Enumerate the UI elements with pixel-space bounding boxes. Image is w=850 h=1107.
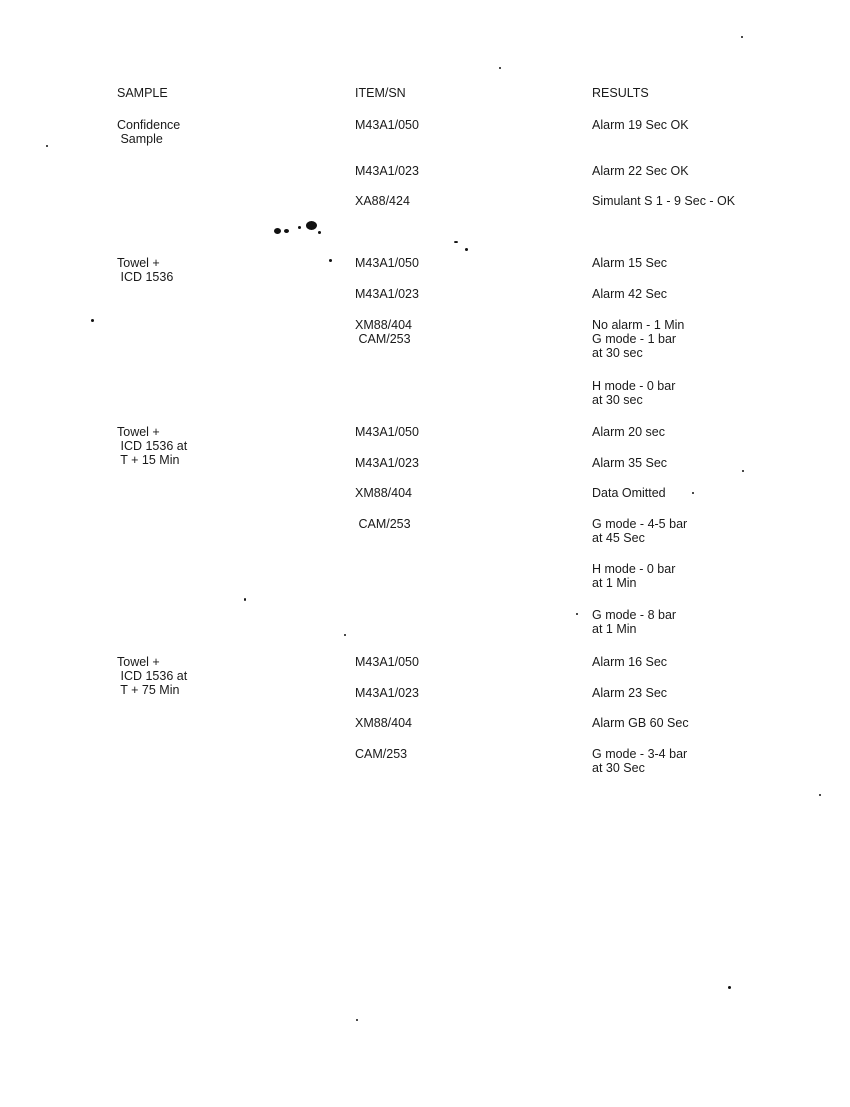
- item-cell: XM88/404: [355, 716, 412, 730]
- speck: [356, 1019, 358, 1021]
- speck: [499, 67, 501, 69]
- sample-confidence: Confidence Sample: [117, 118, 181, 146]
- result-cell: Alarm 22 Sec OK: [592, 164, 689, 178]
- speck: [284, 229, 289, 233]
- result-cell: Simulant S 1 - 9 Sec - OK: [592, 194, 736, 208]
- item-cell: XM88/404 CAM/253: [355, 318, 412, 346]
- item-cell: CAM/253: [355, 747, 408, 761]
- header-item-sn: ITEM/SN: [355, 86, 406, 100]
- speck: [576, 613, 578, 615]
- item-cell: M43A1/023: [355, 686, 419, 700]
- speck: [329, 259, 332, 262]
- header-results: RESULTS: [592, 86, 649, 100]
- speck: [46, 145, 48, 147]
- item-cell: M43A1/050: [355, 655, 419, 669]
- result-cell: G mode - 3-4 bar at 30 Sec: [592, 747, 688, 775]
- result-cell: Alarm 15 Sec: [592, 256, 668, 270]
- result-cell: Alarm 20 sec: [592, 425, 665, 439]
- sample-towel-icd-t15: Towel + ICD 1536 at T + 15 Min: [117, 425, 188, 467]
- speck: [741, 36, 743, 38]
- speck: [742, 470, 744, 472]
- item-cell: XM88/404: [355, 486, 412, 500]
- result-cell: H mode - 0 bar at 1 Min: [592, 562, 676, 590]
- item-cell: M43A1/050: [355, 425, 419, 439]
- speck: [91, 319, 94, 322]
- speck: [306, 221, 317, 230]
- speck: [344, 634, 346, 636]
- item-cell: M43A1/023: [355, 164, 419, 178]
- speck: [819, 794, 821, 796]
- speck: [318, 231, 321, 234]
- sample-towel-icd: Towel + ICD 1536: [117, 256, 174, 284]
- item-cell: CAM/253: [355, 517, 411, 531]
- result-cell: No alarm - 1 Min G mode - 1 bar at 30 sec: [592, 318, 685, 360]
- result-cell: G mode - 4-5 bar at 45 Sec: [592, 517, 688, 545]
- speck: [692, 492, 694, 494]
- sample-towel-icd-t75: Towel + ICD 1536 at T + 75 Min: [117, 655, 188, 697]
- result-cell: Alarm 23 Sec: [592, 686, 668, 700]
- speck: [465, 248, 468, 251]
- speck: [298, 226, 301, 229]
- item-cell: XA88/424: [355, 194, 410, 208]
- speck: [728, 986, 731, 989]
- result-cell: G mode - 8 bar at 1 Min: [592, 608, 677, 636]
- speck: [244, 598, 246, 601]
- result-cell: Alarm 42 Sec: [592, 287, 668, 301]
- result-cell: Alarm GB 60 Sec: [592, 716, 689, 730]
- result-cell: H mode - 0 bar at 30 sec: [592, 379, 676, 407]
- result-cell: Alarm 16 Sec: [592, 655, 668, 669]
- speck: [274, 228, 281, 234]
- result-cell: Alarm 19 Sec OK: [592, 118, 689, 132]
- header-sample: SAMPLE: [117, 86, 168, 100]
- item-cell: M43A1/050: [355, 256, 419, 270]
- item-cell: M43A1/023: [355, 456, 419, 470]
- result-cell: Alarm 35 Sec: [592, 456, 668, 470]
- result-cell: Data Omitted: [592, 486, 666, 500]
- item-cell: M43A1/023: [355, 287, 419, 301]
- item-cell: M43A1/050: [355, 118, 419, 132]
- speck: [454, 241, 458, 243]
